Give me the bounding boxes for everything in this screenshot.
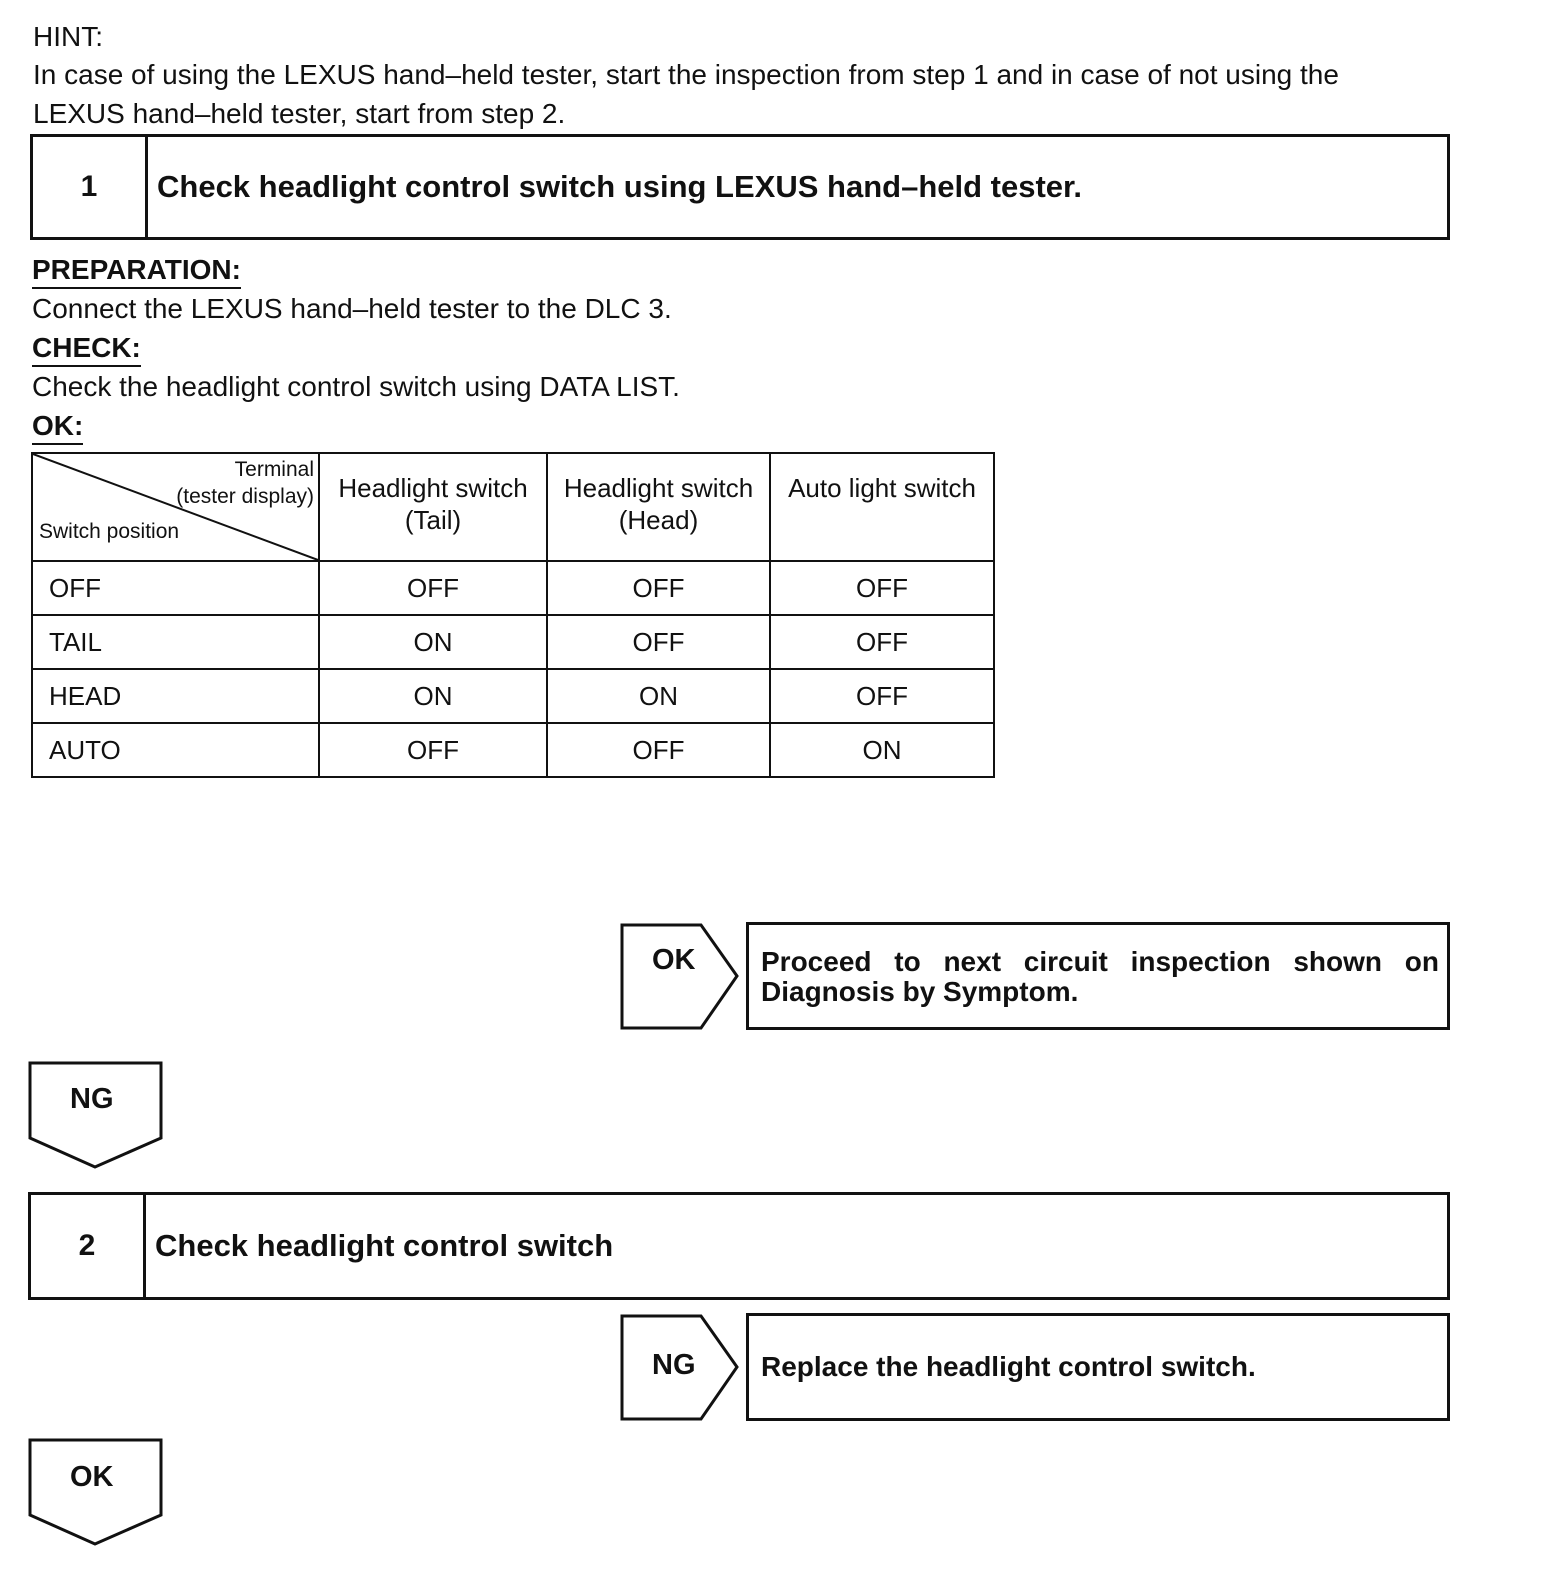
cell-value: OFF [547, 615, 770, 669]
result-1-line2: Diagnosis by Symptom. [761, 976, 1079, 1007]
table-header-row [32, 453, 994, 561]
header-headlight-head-line1: Headlight switch [563, 473, 754, 503]
check-text: Check the headlight control switch using DATA LIST. [32, 371, 680, 402]
corner-terminal-label [176, 456, 314, 510]
row-position: AUTO [32, 723, 319, 777]
header-headlight-tail-line2: (Tail) [404, 505, 462, 535]
table-corner-cell [32, 453, 319, 561]
result-2-flow-label: NG [652, 1349, 696, 1381]
table-row [32, 561, 994, 615]
result-1-line1: Proceed to next circuit inspection shown on [761, 946, 1439, 977]
preparation-text: Connect the LEXUS hand–held tester to the DLC 3. [32, 293, 672, 324]
cell-value: OFF [547, 723, 770, 777]
cell-value: OFF [770, 669, 994, 723]
step-1-box [30, 134, 1450, 240]
corner-terminal-line1: Terminal [234, 458, 314, 481]
cell-value: OFF [319, 561, 547, 615]
step-2-title: Check headlight control switch [155, 1228, 614, 1263]
result-2-box [746, 1313, 1450, 1421]
header-headlight-head-line2: (Head) [618, 505, 699, 535]
cell-value: OFF [319, 723, 547, 777]
header-headlight-tail [319, 453, 547, 561]
down-2-label: OK [70, 1461, 114, 1493]
table-row [32, 723, 994, 777]
cell-value: ON [547, 669, 770, 723]
result-1-flow-label: OK [652, 944, 696, 976]
check-label: CHECK: [32, 331, 141, 367]
step-1-number: 1 [33, 137, 148, 237]
corner-switch-position-label: Switch position [39, 520, 180, 543]
hint-text-line1: In case of using the LEXUS hand–held tester, start the inspection from step 1 and in case of not using the [33, 59, 1339, 90]
down-1-label: NG [70, 1083, 114, 1115]
ok-right-arrow-icon [619, 922, 743, 1032]
step-1-title: Check headlight control switch using LEXUS hand–held tester. [157, 169, 1082, 204]
header-headlight-head [547, 453, 770, 561]
switch-data-table [31, 452, 995, 778]
table-row [32, 615, 994, 669]
cell-value: OFF [547, 561, 770, 615]
hint-label: HINT: [33, 21, 103, 52]
cell-value: OFF [770, 561, 994, 615]
step-2-box [28, 1192, 1450, 1300]
result-2-text: Replace the headlight control switch. [761, 1351, 1256, 1382]
ng-down-arrow-icon [27, 1060, 167, 1172]
result-1-box [746, 922, 1450, 1030]
cell-value: OFF [770, 615, 994, 669]
row-position: TAIL [32, 615, 319, 669]
header-auto-light-line1: Auto light switch [788, 473, 976, 503]
hint-text-line2: LEXUS hand–held tester, start from step 2. [33, 98, 566, 129]
cell-value: ON [770, 723, 994, 777]
cell-value: ON [319, 615, 547, 669]
preparation-label: PREPARATION: [32, 253, 241, 289]
step-2-number: 2 [31, 1195, 146, 1297]
cell-value: ON [319, 669, 547, 723]
row-position: HEAD [32, 669, 319, 723]
row-position: OFF [32, 561, 319, 615]
ok-label: OK: [32, 409, 83, 445]
header-headlight-tail-line1: Headlight switch [338, 473, 528, 503]
table-row [32, 669, 994, 723]
corner-terminal-line2: (tester display) [176, 485, 314, 508]
header-auto-light [770, 453, 994, 561]
